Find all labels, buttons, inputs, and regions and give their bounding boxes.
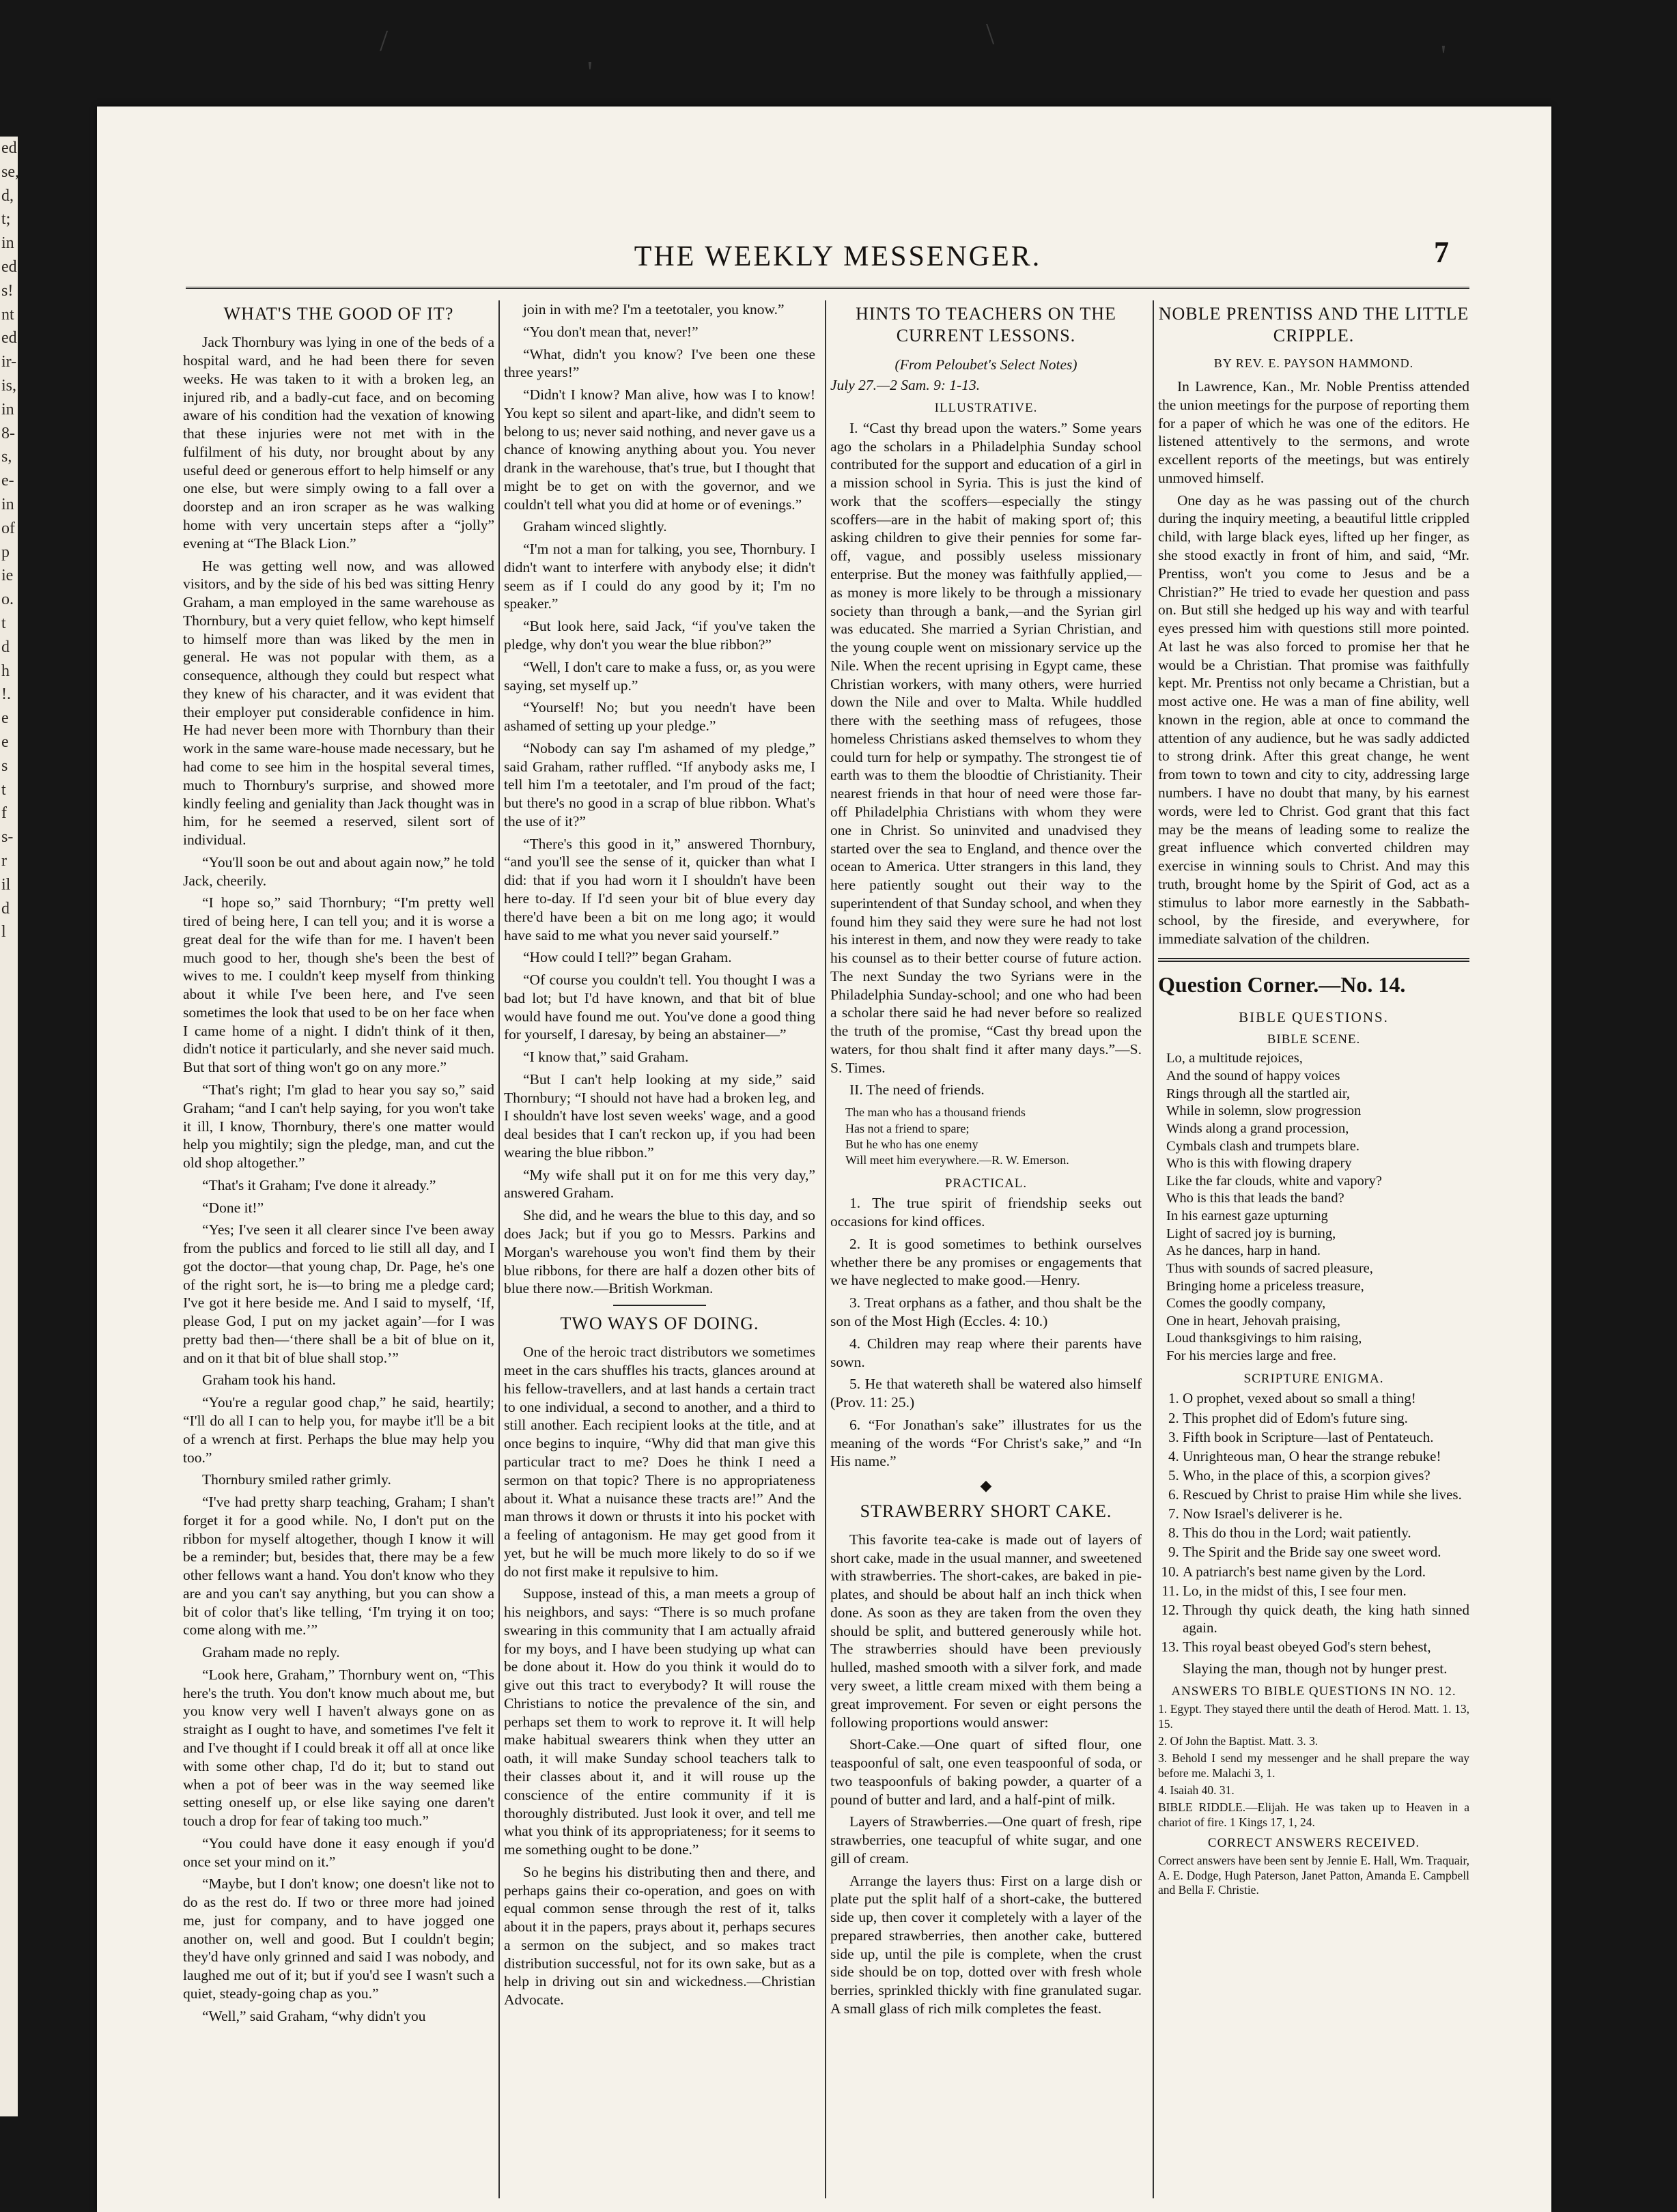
section-heading: SCRIPTURE ENIGMA. [1243, 1371, 1384, 1386]
column-2 [504, 300, 815, 2198]
enigma-item: 6. Rescued by Christ to praise Him while she lives. [1183, 1486, 1469, 1503]
paragraph: “Look here, Graham,” Thornbury went on, “This here's the truth. You don't know much about me, but you know very well I haven't always gone on as straight as I ought to have, and sometimes I've felt it and I've thought if I could break it off all at once like with some other chap, I'd do it; but to stand out when a pot of beer was in the way seemed like setting oneself up, or else like saying one daren't touch a drop for fear of taking too much.” [183, 1666, 494, 1830]
poem-line: But he who has one enemy [845, 1137, 978, 1151]
verse-line: Winds along a grand procession, [1166, 1120, 1349, 1136]
verse-line: Like the far clouds, white and vapory? [1166, 1173, 1382, 1189]
enigma-item: 8. This do thou in the Lord; wait patiently. [1183, 1524, 1469, 1542]
article-body [504, 1343, 815, 2009]
paragraph: “Nobody can say I'm ashamed of my pledge,” said Graham, rather ruffled. “If anybody asks me, I tell him I'm a teetotaler, and I'm proud of the fact; but there's no good in a scrap of blue ribbon. What's the use of it?” [504, 739, 815, 830]
adjacent-page-fragment: t [1, 614, 6, 632]
adjacent-page-fragment: in [1, 495, 14, 513]
paragraph: 3. Treat orphans as a father, and thou shalt be the son of the Most High (Eccles. 4: 10.) [830, 1294, 1142, 1330]
ornament-divider: ◆ [980, 1477, 992, 1494]
paragraph: “Yes; I've seen it all clearer since I've been away from the publics and forced to lie still all day, and I got the doctor—that young chap, Dr. Page, he's one of the right sort, he is—to bring me a pledge card; I've got it here beside me. And I said to myself, ‘If, please God, I put on my jacket again’—for I was pretty bad then—‘there shall be a bit of blue on it, and on it that bit of blue shall stop.’” [183, 1221, 494, 1366]
adjacent-page-fragment: r [1, 851, 7, 870]
enigma-item: 2. This prophet did of Edom's future sing. [1183, 1409, 1469, 1427]
paragraph: “Of course you couldn't tell. You thought I was a bad lot; but I'd have known, and that bit of blue would have found me out. You've done a good thing for yourself, I daresay, by being an abstainer—” [504, 972, 815, 1043]
margin-mark: ' [587, 55, 593, 89]
article-body [830, 419, 1142, 1099]
adjacent-page-fragment: o. [1, 591, 14, 609]
verse-line: Who is this with flowing drapery [1166, 1156, 1352, 1172]
verse-line: Comes the goodly company, [1166, 1296, 1326, 1311]
answer-item: 4. Isaiah 40. 31. [1158, 1783, 1235, 1797]
paragraph: 1. The true spirit of friendship seeks out occasions for kind offices. [830, 1195, 1142, 1230]
article-heading: HINTS TO TEACHERS ON THE CURRENT LESSONS. [856, 304, 1116, 346]
enigma-item: 1. O prophet, vexed about so small a thing! [1183, 1389, 1469, 1407]
verse-line: Cymbals clash and trumpets blare. [1166, 1138, 1359, 1154]
adjacent-page-fragment: ir- [1, 353, 17, 371]
adjacent-page-fragment: il [1, 875, 11, 894]
adjacent-page-fragment: 8- [1, 424, 15, 442]
enigma-tail: Slaying the man, though not by hunger prest. [1183, 1660, 1448, 1677]
verse-line: For his mercies large and free. [1166, 1348, 1336, 1364]
lesson-ref: July 27.—2 Sam. 9: 1-13. [830, 377, 981, 394]
adjacent-page-fragment: s, [1, 448, 12, 466]
paragraph: “I'm not a man for talking, you see, Thornbury. I didn't want to interfere with anybody else; it didn't seem as if I could do any good by it; I'm no speaker.” [504, 541, 815, 612]
column-rule [825, 300, 826, 2198]
header-rule [186, 287, 1469, 289]
paragraph: “I hope so,” said Thornbury; “I'm pretty well tired of being here, I can tell you; and it is worse a great deal for the wife than for me. I haven't been much good to her, though she's been the best of wives to me. I couldn't keep myself from thinking about it while I've been here, and I've seen sometimes the look that used to be on her face when I came home of a night. I didn't think of it then, didn't notice it particularly, and she never said much. But that sort of thing won't go on any more.” [183, 894, 494, 1076]
paragraph: One of the heroic tract distributors we sometimes meet in the cars shuffles his tracts, glances around at his fellow-travellers, and at last hands a certain tract to one individual, a second to another, and a third to still another. Each recipient looks at the title, and at once begins to inquire, “Why did that man give this particular tract to me? Does he think I need a sermon on that topic? There is no appropriateness about it. What a nuisance these tracts are!” And the man throws it down or thrusts it into his pocket with a feeling of antagonism. He may get good from it yet, but he will be much more likely to do so if we do not first make it repulsive to him. [504, 1344, 815, 1580]
paragraph: “You're a regular good chap,” he said, heartily; “I'll do all I can to help you, for maybe it'll be a bit of a wrench at first. Perhaps the blue may help you too.” [183, 1394, 494, 1466]
divider [613, 1305, 707, 1306]
column-4 [1158, 300, 1469, 2198]
adjacent-page-fragment: se, [1, 162, 19, 181]
adjacent-page-strip [0, 137, 18, 2116]
verse-line: Lo, a multitude rejoices, [1166, 1051, 1303, 1066]
paragraph: I. “Cast thy bread upon the waters.” Some years ago the scholars in a Philadelphia Sunday school contributed for the support and education of a girl in a mission school in Syria. This is just the kind of work that the scoffers—especially the stingy scoffers—are in the habit of making sport of; this asking children to give their pennies for some far-off, vague, and possibly useless missionary enterprise. But the money was faithfully applied,—as money is more likely to be through a missionary society than through a bank,—and the Syrian girl was educated. She married a Syrian Christian, and the young couple went on missionary service up the Nile. When the recent uprising in Egypt came, these Christian workers, with many others, were hurried down the Nile and over to Malta. While huddled there with the seething mass of refugees, those homeless Christians asked themselves to whom they could turn for help or sympathy. The strongest tie of earth was to them the bloodtie of Christianity. Their nearest friends in that hour of need were those far-off Philadelphia Christians with whom they were one in Christ. So uninvited and unadvised they started over the sea to England, and thence over the ocean to America. Utter strangers in this land, they here patiently sought out their way to the superintendent of that Sunday school, and when they found him they said they were sure he had not lost his interest in them, and now they were ready to take his counsel as to their better course of future action. The next Sunday the two Syrians were in the Philadelphia Sunday-school; and one who had been a scholar there said he had never before so realized the truth of the promise, “Cast thy bread upon the waters, for thou shalt find it after many days.”—S. S. Times. [830, 419, 1142, 1076]
emerson-quote [845, 1105, 1142, 1169]
margin-mark: / [380, 24, 389, 57]
adjacent-page-fragment: ed [1, 329, 17, 348]
paragraph: “What, didn't you know? I've been one these three years!” [504, 345, 815, 381]
adjacent-page-fragment: e- [1, 472, 14, 490]
paragraph: One day as he was passing out of the church during the inquiry meeting, a beautiful little crippled child, with large black eyes, lifted up her finger, as she stood exactly in front of him, and said, “Mr. Prentiss, won't you come to Jesus and be a Christian?” He tried to evade her question and pass on. But still she hedged up his way and with tearful eyes pressed him with questions still more pointed. At last he was also forced to promise her that he would be a Christian. That promise was faithfully kept. Mr. Prentiss not only became a Christian, but a most active one. He was a man of fine ability, well known in the region, able at once to command the attention of any audience, but he was sadly addicted to strong drink. After this great change, he went from town to town and city to city, addressing large numbers. I have no doubt that many, by his earnest words, were led to Christ. God grant that this fact may be the means of leading some to realize the great influence which converted children may exercise in winning souls to Christ. And may this truth, brought home by the Spirit of God, act as a stimulus to labor more earnestly in the Sabbath-school, by the fireside, and everywhere, for immediate salvation of the children. [1158, 492, 1469, 948]
section-heading: ANSWERS TO BIBLE QUESTIONS IN NO. 12. [1171, 1684, 1456, 1699]
column-3 [830, 300, 1142, 2198]
enigma-item: 11. Lo, in the midst of this, I see four men. [1183, 1582, 1469, 1600]
section-heading: ILLUSTRATIVE. [934, 401, 1038, 416]
paragraph: In Lawrence, Kan., Mr. Noble Prentiss attended the union meetings for the purpose of reporting them for a paper of which he was one of the editors. He listened attentively to the sermons, and wrote excellent reports of the meetings, but was entirely unmoved himself. [1158, 378, 1469, 486]
adjacent-page-fragment: f [1, 804, 7, 823]
paragraph: Jack Thornbury was lying in one of the beds of a hospital ward, and he had been there for seven weeks. He was taken to it with a broken leg, an injured rib, and a badly-cut face, and on becoming aware of his condition had the vexation of knowing that these injuries were not met with in the fulfilment of his duty, nor brought about by any useful deed or generous effort to help himself or any one else, but were simply owing to a fall over a doorstep and an iron scraper as he was walking home with very uncertain steps after a “jolly” evening at “The Black Lion.” [183, 334, 494, 552]
article-heading: STRAWBERRY SHORT CAKE. [860, 1501, 1112, 1521]
paragraph: She did, and he wears the blue to this day, and so does Jack; but if you go to Messrs. Parkins and Morgan's warehouse you won't find them by their blue ribbons, for there are half a dozen other bits of blue there now.—British Workman. [504, 1207, 815, 1297]
paragraph: Layers of Strawberries.—One quart of fresh, ripe strawberries, one teacupful of white sugar, and one gill of cream. [830, 1813, 1142, 1867]
verse-line: As he dances, harp in hand. [1166, 1243, 1321, 1259]
paragraph: 6. “For Jonathan's sake” illustrates for us the meaning of the words “For Christ's sake,” and “In His name.” [830, 1416, 1142, 1470]
correct-answers-text: Correct answers have been sent by Jennie E. Hall, Wm. Traquair, A. E. Dodge, Hugh Paterson, Janet Patton, Amanda E. Campbell and Bella F. Christie. [1158, 1854, 1469, 1897]
paragraph: “Yourself! No; but you needn't have been ashamed of setting up your pledge.” [504, 699, 815, 735]
verse-line: While in solemn, slow progression [1166, 1103, 1362, 1119]
paragraph: He was getting well now, and was allowed visitors, and by the side of his bed was sitting Henry Graham, a man employed in the same warehouse as Thornbury, but a very quiet fellow, who kept himself to himself more than was liked by the men in general. He was not popular with them, as a consequence, although they could but respect what they knew of his character, and it was evident that their employer put considerable confidence in him. He had never been more with Thornbury than their work in the same ware-house made necessary, but he had come to see him in the hospital several times, much to Thornbury's surprise, and showed more kindly feeling and geniality than Jack thought was in him, for he seemed a reserved, silent sort of individual. [183, 557, 494, 849]
adjacent-page-fragment: e [1, 709, 9, 728]
paragraph: 2. It is good sometimes to bethink ourselves whether there be any promises or engagements that we have neglected to make good.—Henry. [830, 1235, 1142, 1289]
paragraph: Graham made no reply. [202, 1644, 340, 1661]
adjacent-page-fragment: ie [1, 567, 14, 585]
verse-line: Who is this that leads the band? [1166, 1191, 1344, 1206]
adjacent-page-fragment: ed [1, 257, 17, 276]
enigma-item: 13. This royal beast obeyed God's stern behest, [1183, 1638, 1469, 1656]
paragraph: Graham winced slightly. [523, 518, 667, 535]
paragraph: Suppose, instead of this, a man meets a group of his neighbors, and says: “There is so much profane swearing in this community that I am actually afraid for my boys, and I have been studying up what can be done about it. How do you think it would do to give out this tract to everybody? It will rouse the Christians to notice the prevalence of the sin, and perhaps set them to work to reprove it. It will help make habitual swearers think when they utter an oath, it will make Sunday school teachers talk to their classes about it, and it will rouse up the conscience of the entire community if it is thoroughly distributed. Just look it over, and tell me what you think of its appropriateness; for it seems to me something ought to be done.” [504, 1585, 815, 1858]
paragraph: join in with me? I'm a teetotaler, you know.” [523, 301, 785, 317]
enigma-item: 7. Now Israel's deliverer is he. [1183, 1505, 1469, 1522]
answer-item: BIBLE RIDDLE.—Elijah. He was taken up to Heaven in a chariot of fire. 1 Kings 17, 1, 24. [1158, 1800, 1469, 1829]
poem-line: Has not a friend to spare; [845, 1121, 970, 1135]
adjacent-page-fragment: nt [1, 305, 14, 324]
paragraph: Graham took his hand. [202, 1372, 336, 1389]
column-rule [498, 300, 500, 2198]
columns [183, 300, 1474, 2198]
paragraph: “Didn't I know? Man alive, how was I to know! You kept so silent and apart-like, and didn't seem to belong to us; never said nothing, and never gave us a chance of knowing anything about you. You never drank in the warehouse, that's true, but I thought that might be to get on with the governor, and we couldn't tell what you did at home or of evenings.” [504, 386, 815, 513]
adjacent-page-fragment: s [1, 756, 8, 775]
paragraph: “Well, I don't care to make a fuss, or, as you were saying, set myself up.” [504, 658, 815, 694]
enigma-item: 12. Through thy quick death, the king hath sinned again. [1183, 1601, 1469, 1636]
paragraph: This favorite tea-cake is made out of layers of short cake, made in the usual manner, and sweetened with strawberries. The short-cakes, are baked in pie-plates, and should be about half an inch thick when done. As soon as they are taken from the oven they should be split, and buttered generously while hot. The strawberries should have been previously hulled, mashed smooth with a silver fork, and made very sweet, a little cream mixed with them being a great improvement. For seven or eight persons the following proportions would answer: [830, 1531, 1142, 1731]
adjacent-page-fragment: s! [1, 281, 14, 300]
page-number: 7 [1434, 236, 1449, 269]
paragraph: “You could have done it easy enough if you'd once set your mind on it.” [183, 1834, 494, 1870]
top-margin-marks [0, 0, 1677, 107]
verse-line: Rings through all the startled air, [1166, 1086, 1351, 1101]
paragraph: “I know that,” said Graham. [523, 1049, 689, 1066]
verse-line: One in heart, Jehovah praising, [1166, 1313, 1341, 1329]
verse-line: Light of sacred joy is burning, [1166, 1225, 1336, 1241]
margin-mark: ' [1441, 39, 1446, 72]
paragraph: “Well,” said Graham, “why didn't you [202, 2007, 426, 2024]
poem-line: The man who has a thousand friends [845, 1105, 1026, 1120]
byline: BY REV. E. PAYSON HAMMOND. [1213, 356, 1414, 370]
paragraph: “You'll soon be out and about again now,” he told Jack, cheerily. [183, 853, 494, 889]
adjacent-page-fragment: l [1, 923, 6, 941]
article-body [504, 300, 815, 1298]
paragraph: “How could I tell?” began Graham. [523, 949, 732, 966]
paragraph: So he begins his distributing then and there, and perhaps gains their co-operation, and goes on with equal common sense through the rest of it, talks about it in the papers, prays about it, perhaps secures a sermon on the subject, and so makes tract distribution successful, not for its own sake, but as a help in driving out sin and wickedness.—Christian Advocate. [504, 1863, 815, 2009]
paragraph: “There's this good in it,” answered Thornbury, “and you'll see the sense of it, quicker than what I did: that if you had worn it I shouldn't have been here to-day. If I'd seen your bit of blue every day there'd have been a bit on me long ago; it would have said to me what you never said yourself.” [504, 835, 815, 944]
column-rule [1153, 300, 1154, 2198]
adjacent-page-fragment: d, [1, 186, 14, 205]
paragraph: Arrange the layers thus: First on a large dish or plate put the split half of a short-cake, the buttered side up, then cover it completely with a layer of the prepared strawberries, then another cake, buttered side up, until the pile is complete, when the crust side should be on top, dotted over with fresh whole berries, sprinkled thickly with fine granulated sugar. A small glass of rich milk completes the feast. [830, 1872, 1142, 2017]
adjacent-page-fragment: h [1, 662, 10, 680]
section-heading: CORRECT ANSWERS RECEIVED. [1207, 1836, 1420, 1851]
article-body [830, 1531, 1142, 2018]
divider [1158, 958, 1469, 962]
paragraph: “That's right; I'm glad to hear you say so,” said Graham; “and I can't help saying, for you won't take it ill, I know, Thornbury, there's one matter would help you mightily; sign the pledge, man, and cut the old shop altogether.” [183, 1081, 494, 1172]
adjacent-page-fragment: ed [1, 139, 17, 157]
adjacent-page-fragment: p [1, 543, 10, 561]
paragraph: “My wife shall put it on for me this very day,” answered Graham. [504, 1166, 815, 1202]
adjacent-page-fragment: is, [1, 376, 17, 395]
column-1 [183, 300, 494, 2198]
answers-section [1158, 1684, 1469, 1897]
paragraph: “You don't mean that, never!” [523, 323, 699, 340]
article-body [183, 333, 494, 2025]
adjacent-page-fragment: in [1, 400, 14, 419]
paragraph: Short-Cake.—One quart of sifted flour, one teaspoonful of salt, one even teaspoonful of soda, or two teaspoonfuls of baking powder, a quarter of a pound of butter and lard, and a half-pint of milk. [830, 1736, 1142, 1808]
source-note: (From Peloubet's Select Notes) [894, 356, 1077, 373]
adjacent-page-fragment: of [1, 519, 15, 537]
verse-line: Loud thanksgivings to him raising, [1166, 1331, 1362, 1346]
paragraph: “But look here, said Jack, “if you've taken the pledge, why don't you wear the blue ribbon?” [504, 618, 815, 653]
paragraph: Thornbury smiled rather grimly. [202, 1471, 391, 1488]
answers-list [1158, 1702, 1469, 1830]
enigma-list [1158, 1389, 1469, 1656]
paragraph: II. The need of friends. [849, 1081, 985, 1098]
adjacent-page-fragment: e [1, 733, 9, 751]
section-heading: BIBLE QUESTIONS. [1239, 1008, 1389, 1025]
enigma-item: 4. Unrighteous man, O hear the strange rebuke! [1183, 1447, 1469, 1465]
article-body [1158, 378, 1469, 948]
paragraph: “Done it!” [202, 1199, 264, 1216]
verse-line: And the sound of happy voices [1166, 1068, 1340, 1084]
section-heading: PRACTICAL. [944, 1176, 1028, 1191]
newspaper-page [97, 107, 1551, 2212]
adjacent-page-fragment: d [1, 638, 10, 656]
masthead [179, 236, 1497, 281]
answer-item: 3. Behold I send my messenger and he shall prepare the way before me. Malachi 3, 1. [1158, 1751, 1469, 1780]
enigma-item: 9. The Spirit and the Bride say one sweet word. [1183, 1543, 1469, 1561]
margin-mark: \ [986, 17, 995, 51]
article-heading: NOBLE PRENTISS AND THE LITTLE CRIPPLE. [1158, 304, 1469, 346]
answer-item: 2. Of John the Baptist. Matt. 3. 3. [1158, 1733, 1319, 1748]
paragraph: “But I can't help looking at my side,” said Thornbury; “I should not have had a broken leg, and I shouldn't have lost seven weeks' wage, and a good deal besides that I can't reckon up, if you had been wearing the blue ribbon.” [504, 1070, 815, 1161]
article-heading: WHAT'S THE GOOD OF IT? [223, 304, 454, 324]
question-corner-title: Question Corner.—No. 14. [1158, 972, 1406, 997]
enigma-item: 3. Fifth book in Scripture—last of Pentateuch. [1183, 1428, 1469, 1446]
adjacent-page-fragment: !. [1, 685, 11, 704]
verse-line: In his earnest gaze upturning [1166, 1208, 1328, 1224]
adjacent-page-fragment: s- [1, 828, 14, 847]
article-body [830, 1194, 1142, 1471]
enigma-item: 5. Who, in the place of this, a scorpion gives? [1183, 1466, 1469, 1484]
answer-item: 1. Egypt. They stayed there until the death of Herod. Matt. 1. 13, 15. [1158, 1702, 1469, 1731]
verse-line: Bringing home a priceless treasure, [1166, 1278, 1364, 1294]
adjacent-page-fragment: d [1, 899, 10, 918]
verse-line: Thus with sounds of sacred pleasure, [1166, 1260, 1373, 1276]
enigma-item: 10. A patriarch's best name given by the Lord. [1183, 1563, 1469, 1580]
article-heading: TWO WAYS OF DOING. [560, 1314, 759, 1334]
paragraph: “I've had pretty sharp teaching, Graham; I shan't forget it for a good while. No, I don't put on the ribbon for myself altogether, though I know it will be a reminder; but, besides that, there may be a few other fellows want a hand. You don't know who they are and you can't say anything, but you can show a bit of color that's like telling, ‘I'm trying it on too; come along with me.’” [183, 1494, 494, 1639]
adjacent-page-fragment: in [1, 234, 14, 253]
paragraph: 4. Children may reap where their parents have sown. [830, 1335, 1142, 1370]
paragraph: 5. He that watereth shall be watered also himself (Prov. 11: 25.) [830, 1376, 1142, 1411]
paragraph: “That's it Graham; I've done it already.” [202, 1176, 436, 1193]
adjacent-page-fragment: t [1, 780, 6, 799]
adjacent-page-fragment: t; [1, 210, 11, 229]
bible-scene-verse [1166, 1050, 1469, 1365]
masthead-title: THE WEEKLY MESSENGER. [634, 241, 1042, 272]
section-heading: BIBLE SCENE. [1267, 1032, 1361, 1047]
poem-line: Will meet him everywhere.—R. W. Emerson. [845, 1153, 1069, 1167]
paragraph: “Maybe, but I don't know; one doesn't like not to do as the rest do. If two or three more had joined me, just for company, and to have jogged one another on, well and good. But I couldn't begin; they'd have only grinned and said I was nobody, and laughed me out of it; but if you'd see I wasn't such a quiet, steady-going chap as you.” [183, 1875, 494, 2002]
